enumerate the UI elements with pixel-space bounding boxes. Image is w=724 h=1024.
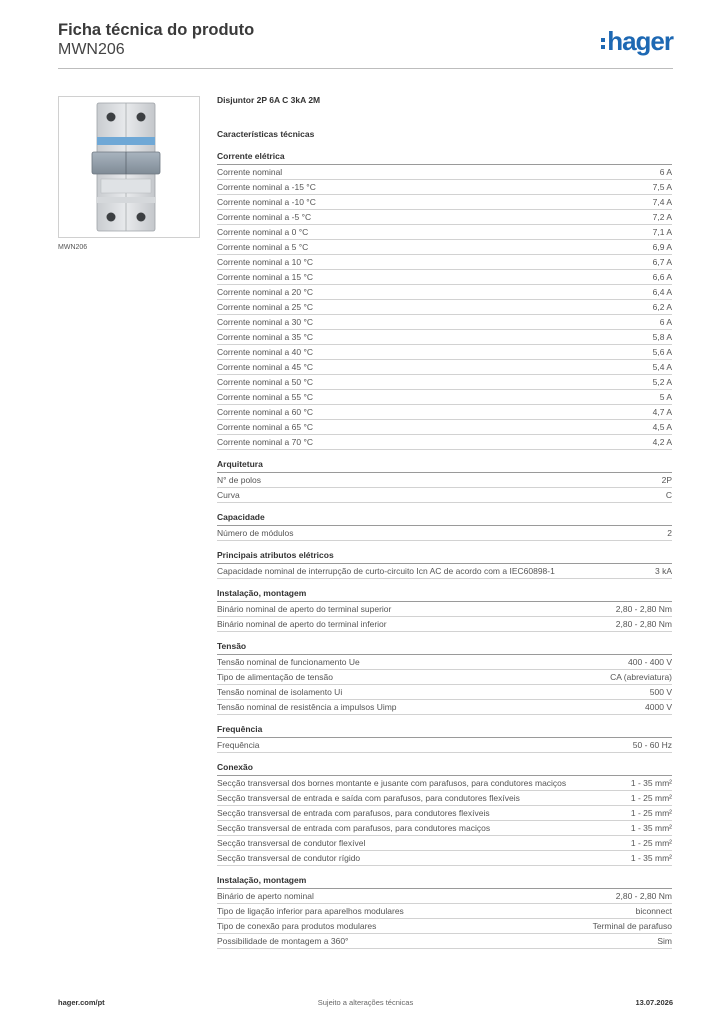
spec-value: 2P (661, 475, 672, 485)
spec-label: Curva (217, 490, 240, 500)
spec-value: 6,2 A (652, 302, 672, 312)
spec-section (217, 641, 672, 715)
page-header (58, 20, 673, 70)
spec-row (217, 655, 672, 670)
spec-value: Terminal de parafuso (592, 921, 672, 931)
spec-value: 7,4 A (652, 197, 672, 207)
section-title: Tensão (217, 641, 672, 655)
spec-row (217, 300, 672, 315)
spec-row (217, 526, 672, 541)
spec-section (217, 762, 672, 866)
spec-row (217, 738, 672, 753)
spec-label: Possibilidade de montagem a 360° (217, 936, 349, 946)
spec-value: 6,6 A (652, 272, 672, 282)
spec-section (217, 875, 672, 949)
spec-row (217, 285, 672, 300)
spec-row (217, 375, 672, 390)
spec-value: 6 A (659, 317, 672, 327)
spec-value: Sim (657, 936, 672, 946)
spec-value: 6,9 A (652, 242, 672, 252)
spec-row (217, 934, 672, 949)
spec-value: C (665, 490, 672, 500)
spec-value: 2 (667, 528, 672, 538)
spec-row (217, 776, 672, 791)
section-title: Corrente elétrica (217, 151, 672, 165)
spec-label: Corrente nominal a -15 °C (217, 182, 316, 192)
spec-row (217, 255, 672, 270)
spec-section (217, 550, 672, 579)
spec-row (217, 806, 672, 821)
spec-value: 3 kA (654, 566, 672, 576)
spec-value: 5,8 A (652, 332, 672, 342)
spec-label: Secção transversal de condutor rígido (217, 853, 361, 863)
spec-label: Tipo de ligação inferior para aparelhos modulares (217, 906, 404, 916)
spec-label: Corrente nominal a 55 °C (217, 392, 314, 402)
footer-date: 13.07.2026 (635, 998, 673, 1007)
spec-row (217, 195, 672, 210)
spec-label: Número de módulos (217, 528, 294, 538)
spec-label: Binário nominal de aperto do terminal superior (217, 604, 392, 614)
section-title: Capacidade (217, 512, 672, 526)
spec-section (217, 512, 672, 541)
spec-label: Corrente nominal a 45 °C (217, 362, 314, 372)
spec-value: CA (abreviatura) (610, 672, 672, 682)
spec-label: Corrente nominal a 15 °C (217, 272, 314, 282)
spec-label: Secção transversal de entrada com parafusos, para condutores flexíveis (217, 808, 490, 818)
spec-label: Secção transversal de entrada com parafusos, para condutores maciços (217, 823, 491, 833)
spec-value: 5,2 A (652, 377, 672, 387)
spec-row (217, 315, 672, 330)
spec-label: Tensão nominal de funcionamento Ue (217, 657, 360, 667)
spec-value: 4,7 A (652, 407, 672, 417)
spec-value: 2,80 - 2,80 Nm (615, 604, 672, 614)
spec-row (217, 602, 672, 617)
section-title: Instalação, montagem (217, 588, 672, 602)
spec-content (217, 95, 672, 958)
spec-label: Corrente nominal a 40 °C (217, 347, 314, 357)
spec-label: Corrente nominal a 25 °C (217, 302, 314, 312)
spec-value: 4,2 A (652, 437, 672, 447)
spec-row (217, 420, 672, 435)
spec-row (217, 405, 672, 420)
header-divider (58, 68, 673, 69)
spec-row (217, 390, 672, 405)
product-image (58, 96, 200, 238)
spec-label: Corrente nominal a 30 °C (217, 317, 314, 327)
spec-label: Corrente nominal a 5 °C (217, 242, 309, 252)
spec-label: Corrente nominal a 10 °C (217, 257, 314, 267)
spec-value: 6,7 A (652, 257, 672, 267)
spec-value: 50 - 60 Hz (632, 740, 672, 750)
spec-label: Corrente nominal a -10 °C (217, 197, 316, 207)
spec-row (217, 345, 672, 360)
section-title: Conexão (217, 762, 672, 776)
spec-row (217, 165, 672, 180)
spec-row (217, 791, 672, 806)
footer-note: Sujeito a alterações técnicas (317, 998, 414, 1007)
spec-label: Corrente nominal a 65 °C (217, 422, 314, 432)
spec-row (217, 851, 672, 866)
spec-section (217, 151, 672, 450)
image-caption: MWN206 (58, 244, 88, 251)
spec-sections (217, 151, 672, 949)
spec-row (217, 889, 672, 904)
spec-row (217, 564, 672, 579)
characteristics-title: Características técnicas (217, 129, 315, 139)
spec-section (217, 588, 672, 632)
spec-value: 2,80 - 2,80 Nm (615, 619, 672, 629)
product-reference: MWN206 (58, 41, 125, 58)
section-title: Principais atributos elétricos (217, 550, 672, 564)
spec-row (217, 240, 672, 255)
spec-row (217, 473, 672, 488)
spec-row (217, 180, 672, 195)
spec-label: Secção transversal dos bornes montante e jusante com parafusos, para condutores maciços (217, 778, 567, 788)
spec-row (217, 360, 672, 375)
product-name: Disjuntor 2P 6A C 3kA 2M (217, 95, 321, 105)
section-title: Instalação, montagem (217, 875, 672, 889)
spec-value: 5,6 A (652, 347, 672, 357)
spec-label: Corrente nominal a 60 °C (217, 407, 314, 417)
spec-row (217, 904, 672, 919)
spec-label: Corrente nominal a -5 °C (217, 212, 312, 222)
spec-label: Secção transversal de condutor flexível (217, 838, 366, 848)
spec-row (217, 435, 672, 450)
hager-logo (601, 28, 673, 54)
spec-label: Binário nominal de aperto do terminal inferior (217, 619, 387, 629)
spec-value: 7,2 A (652, 212, 672, 222)
footer-website-link[interactable]: hager.com/pt (58, 998, 105, 1007)
spec-label: Tensão nominal de isolamento Ui (217, 687, 343, 697)
spec-row (217, 270, 672, 285)
spec-row (217, 919, 672, 934)
spec-value: 1 - 25 mm² (630, 838, 672, 848)
spec-row (217, 821, 672, 836)
spec-value: 1 - 25 mm² (630, 808, 672, 818)
spec-row (217, 617, 672, 632)
spec-row (217, 225, 672, 240)
spec-value: biconnect (635, 906, 672, 916)
spec-value: 1 - 35 mm² (630, 778, 672, 788)
spec-value: 6 A (659, 167, 672, 177)
spec-row (217, 210, 672, 225)
spec-label: Corrente nominal a 70 °C (217, 437, 314, 447)
spec-label: Frequência (217, 740, 260, 750)
spec-row (217, 836, 672, 851)
spec-value: 1 - 35 mm² (630, 823, 672, 833)
spec-row (217, 670, 672, 685)
spec-value: 400 - 400 V (628, 657, 672, 667)
spec-row (217, 685, 672, 700)
document-title: Ficha técnica do produto (58, 21, 255, 39)
spec-value: 7,1 A (652, 227, 672, 237)
circuit-breaker-icon (59, 97, 199, 237)
spec-label: Corrente nominal a 50 °C (217, 377, 314, 387)
spec-section (217, 459, 672, 503)
spec-label: Capacidade nominal de interrupção de curto-circuito Icn AC de acordo com a IEC60898-1 (217, 566, 555, 576)
section-title: Frequência (217, 724, 672, 738)
spec-label: Tensão nominal de resistência a impulsos Uimp (217, 702, 397, 712)
spec-value: 7,5 A (652, 182, 672, 192)
spec-label: Binário de aperto nominal (217, 891, 314, 901)
logo-dots-icon (601, 38, 605, 49)
spec-value: 2,80 - 2,80 Nm (615, 891, 672, 901)
spec-value: 5,4 A (652, 362, 672, 372)
spec-label: Corrente nominal a 20 °C (217, 287, 314, 297)
spec-label: Tipo de conexão para produtos modulares (217, 921, 377, 931)
spec-section (217, 724, 672, 753)
spec-label: N° de polos (217, 475, 262, 485)
spec-value: 1 - 35 mm² (630, 853, 672, 863)
spec-value: 4000 V (645, 702, 672, 712)
spec-label: Secção transversal de entrada e saída com parafusos, para condutores flexíveis (217, 793, 520, 803)
spec-row (217, 330, 672, 345)
spec-label: Corrente nominal (217, 167, 283, 177)
spec-value: 1 - 25 mm² (630, 793, 672, 803)
logo-text: hager (607, 26, 673, 56)
spec-row (217, 700, 672, 715)
spec-row (217, 488, 672, 503)
spec-value: 6,4 A (652, 287, 672, 297)
section-title: Arquitetura (217, 459, 672, 473)
spec-value: 5 A (659, 392, 672, 402)
spec-value: 500 V (649, 687, 672, 697)
spec-label: Corrente nominal a 35 °C (217, 332, 314, 342)
spec-label: Tipo de alimentação de tensão (217, 672, 333, 682)
spec-label: Corrente nominal a 0 °C (217, 227, 309, 237)
spec-value: 4,5 A (652, 422, 672, 432)
